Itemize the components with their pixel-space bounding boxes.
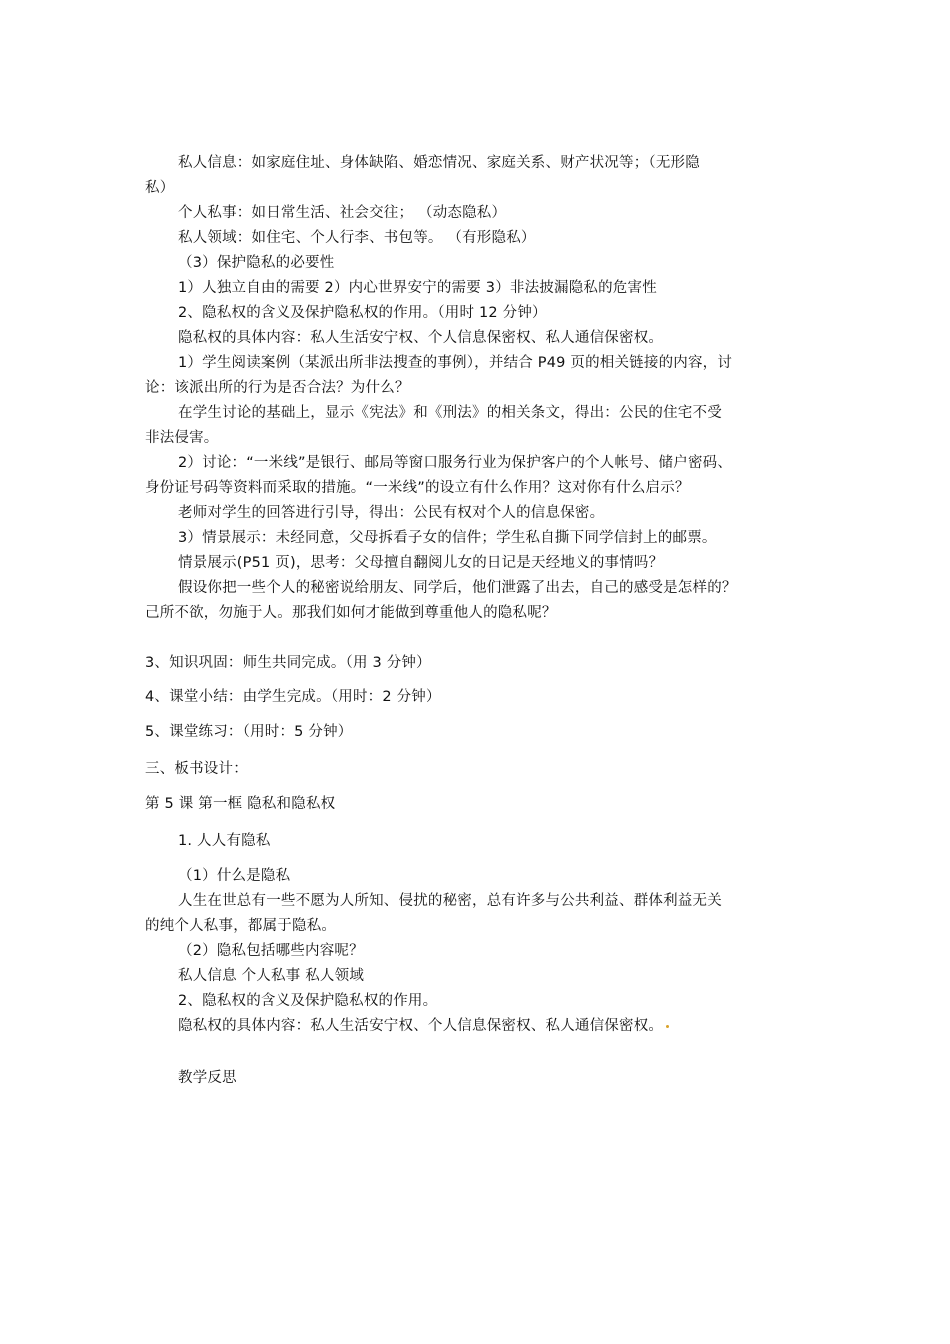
text-line: 私人信息：如家庭住址、身体缺陷、婚恋情况、家庭关系、财产状况等；（无形隐	[178, 155, 700, 171]
text-line: 私人信息 个人私事 私人领域	[178, 968, 365, 984]
text-line: 人生在世总有一些不愿为人所知、侵扰的秘密，总有许多与公共利益、群体利益无关	[178, 893, 722, 909]
text-line: 非法侵害。	[145, 430, 219, 446]
text-line: （1）什么是隐私	[178, 868, 291, 884]
text-line: 2）讨论：“一米线”是银行、邮局等窗口服务行业为保护客户的个人帐号、储户密码、	[178, 455, 733, 471]
text-line: 1）人独立自由的需要 2）内心世界安宁的需要 3）非法披漏隐私的危害性	[178, 280, 657, 296]
text-line: 假设你把一些个人的秘密说给朋友、同学后，他们泄露了出去，自己的感受是怎样的？	[178, 580, 737, 596]
text-line: 2、隐私权的含义及保护隐私权的作用。	[178, 993, 438, 1009]
text-line: 论：该派出所的行为是否合法？为什么？	[145, 380, 410, 396]
text-line: 1. 人人有隐私	[178, 833, 271, 849]
text-line: 老师对学生的回答进行引导，得出：公民有权对个人的信息保密。	[178, 505, 605, 521]
section-heading: 5、课堂练习：（用时：5 分钟）	[145, 724, 353, 740]
text-line: 私人领域：如住宅、个人行李、书包等。 （有形隐私）	[178, 230, 536, 246]
text-line: 2、隐私权的含义及保护隐私权的作用。（用时 12 分钟）	[178, 305, 547, 321]
text-line: 身份证号码等资料而采取的措施。“一米线”的设立有什么作用？这对你有什么启示？	[145, 480, 690, 496]
section-heading: 3、知识巩固：师生共同完成。（用 3 分钟）	[145, 655, 431, 671]
reflection-heading: 教学反思	[178, 1070, 237, 1086]
text-line: 私）	[145, 180, 175, 196]
text-line: 的纯个人私事，都属于隐私。	[145, 918, 337, 934]
text-line	[178, 1017, 669, 1035]
text-line: （3）保护隐私的必要性	[178, 255, 335, 271]
decorative-dot	[666, 1025, 669, 1028]
text-line: 3）情景展示：未经同意，父母拆看子女的信件；学生私自撕下同学信封上的邮票。	[178, 530, 717, 546]
text-line: 个人私事：如日常生活、社会交往； （动态隐私）	[178, 205, 507, 221]
text-line: 己所不欲，勿施于人。那我们如何才能做到尊重他人的隐私呢？	[145, 605, 557, 621]
text-line-content: 隐私权的具体内容：私人生活安宁权、个人信息保密权、私人通信保密权。	[178, 1018, 664, 1034]
text-line: 1）学生阅读案例（某派出所非法搜查的事例），并结合 P49 页的相关链接的内容，讨	[178, 355, 733, 371]
section-heading: 4、课堂小结：由学生完成。（用时：2 分钟）	[145, 689, 441, 705]
text-line: （2）隐私包括哪些内容呢？	[178, 943, 364, 959]
section-heading: 三、板书设计：	[145, 761, 248, 777]
board-title: 第 5 课 第一框 隐私和隐私权	[145, 796, 336, 812]
text-line: 情景展示(P51 页)，思考：父母擅自翻阅儿女的日记是天经地义的事情吗？	[178, 555, 664, 571]
text-line: 在学生讨论的基础上，显示《宪法》和《刑法》的相关条文，得出：公民的住宅不受	[178, 405, 722, 421]
text-line: 隐私权的具体内容：私人生活安宁权、个人信息保密权、私人通信保密权。	[178, 330, 664, 346]
